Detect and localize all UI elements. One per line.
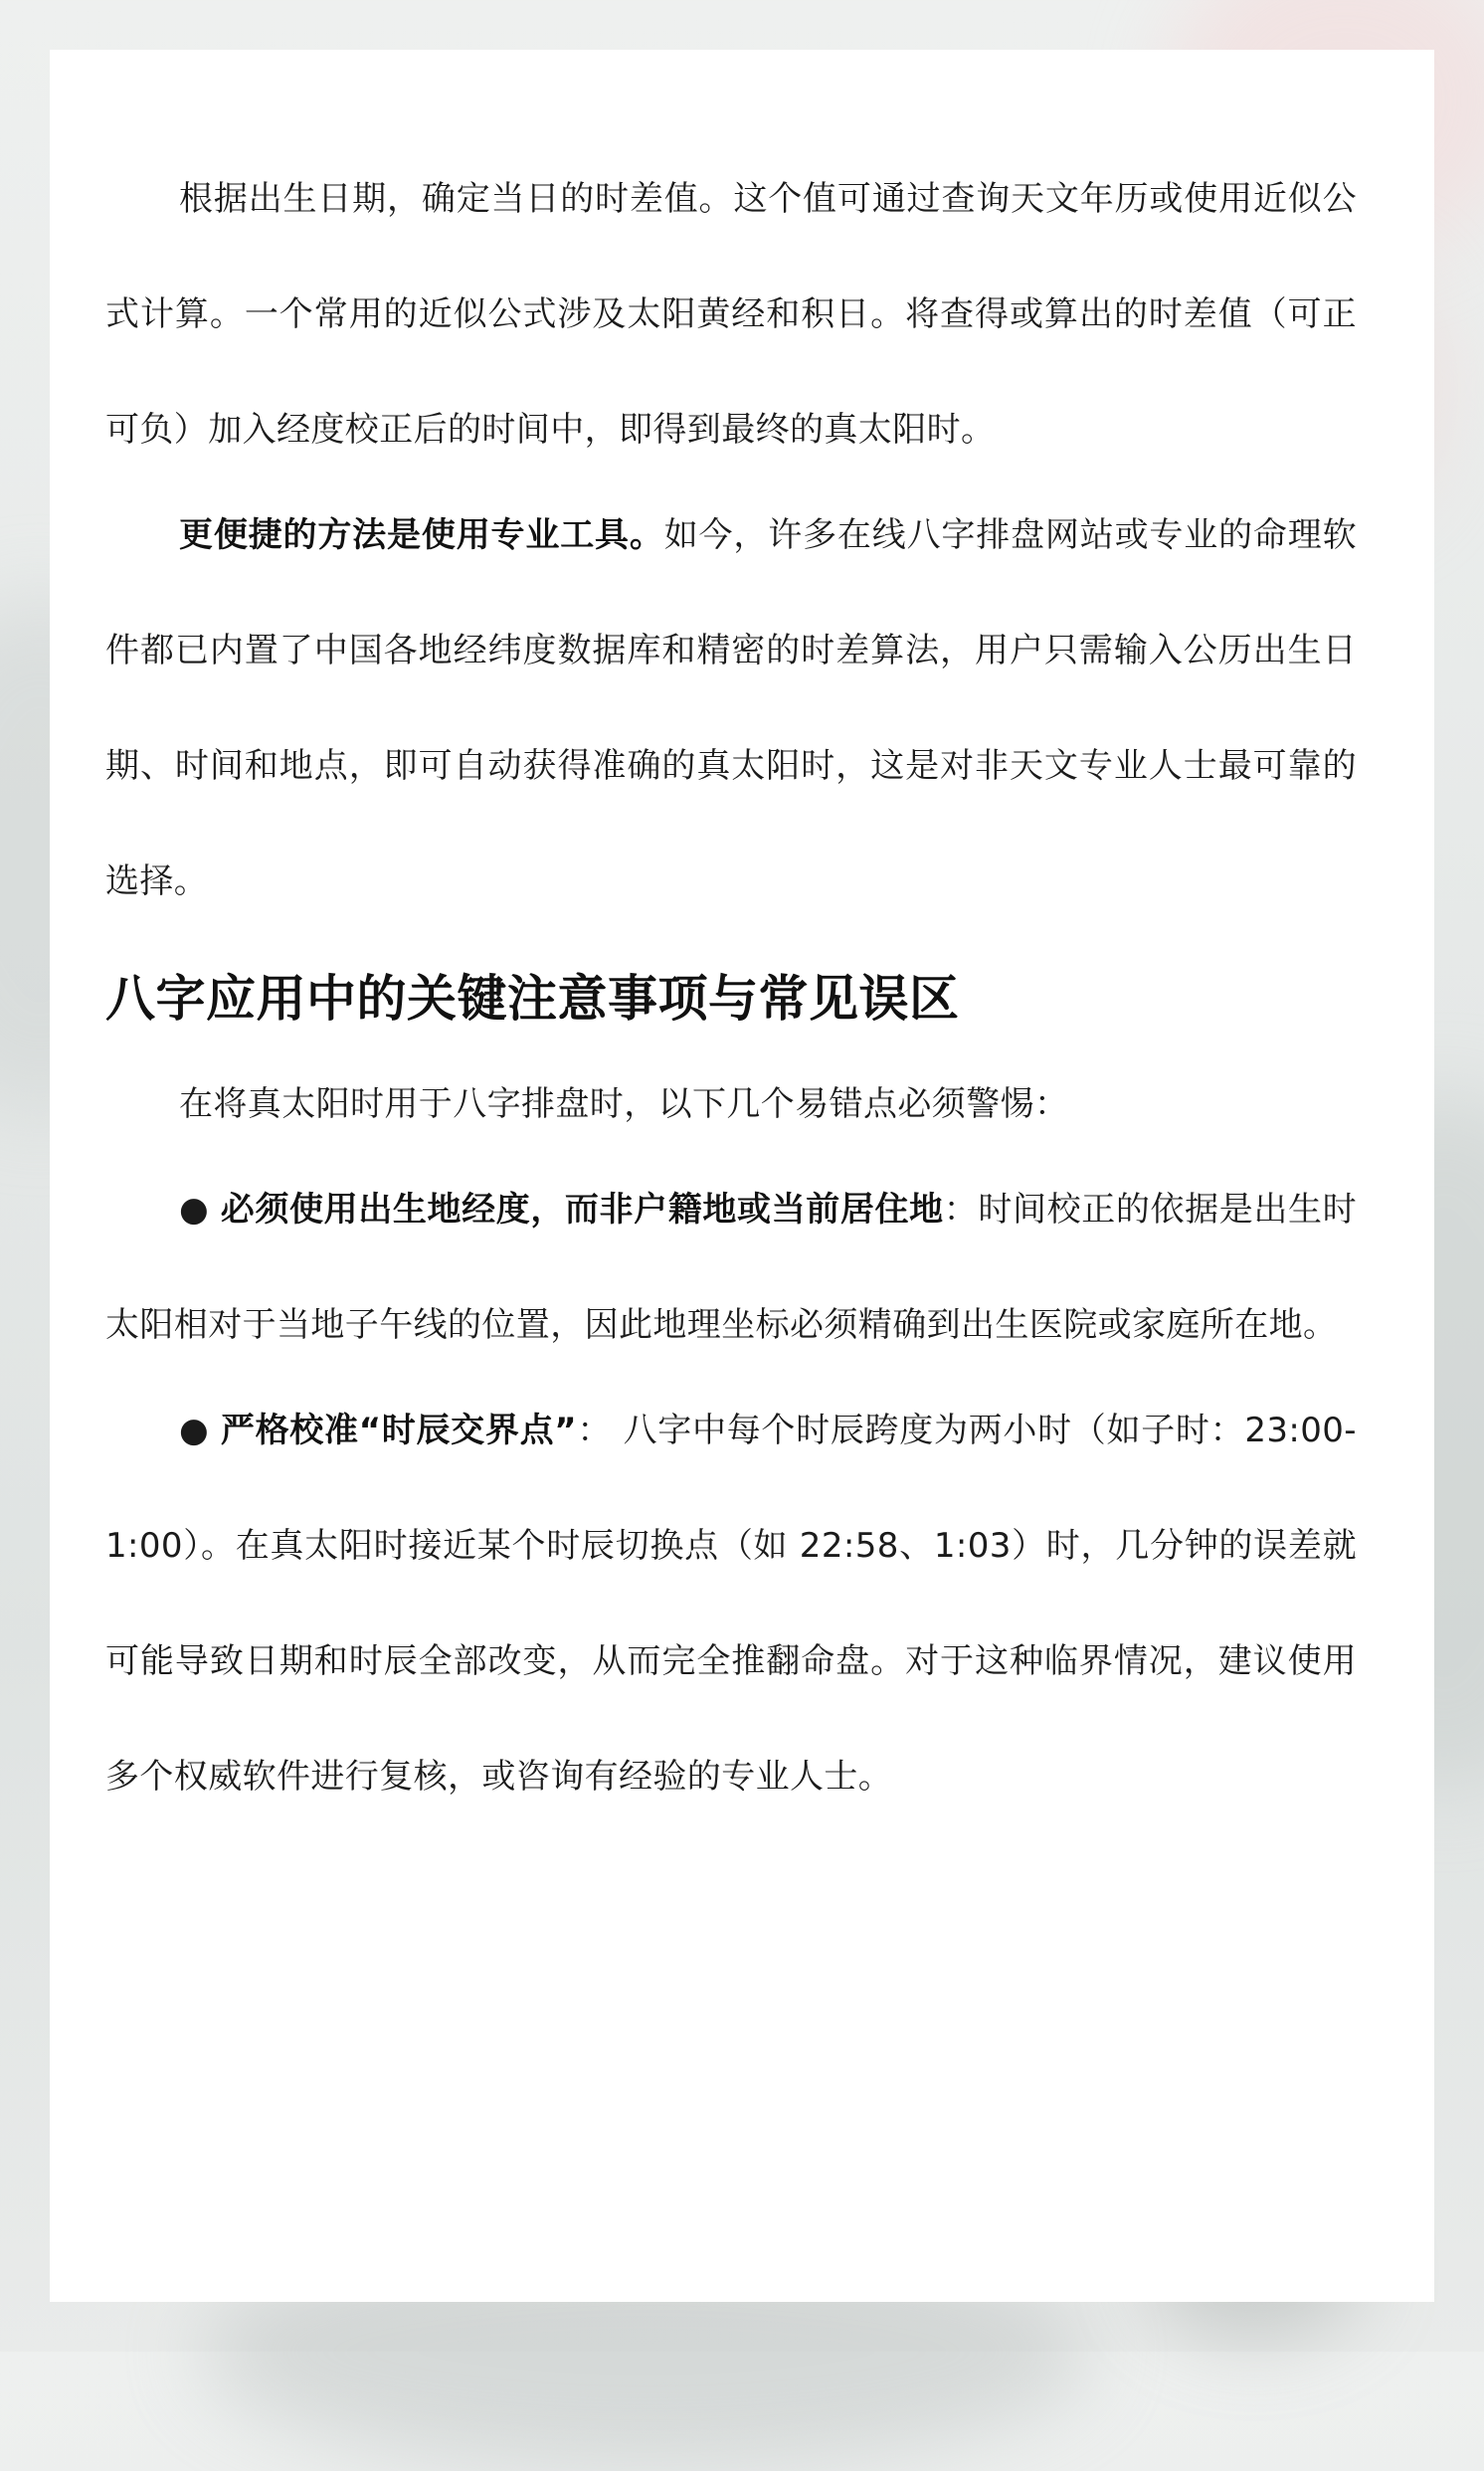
paragraph-professional-tools: [105, 477, 1357, 939]
bullet-icon: ●: [179, 1190, 210, 1230]
paragraph-text: 如今，许多在线八字排盘网站或专业的命理软件都已内置了中国各地经纬度数据库和精密的时差算法，用户只需输入公历出生日期、时间和地点，即可自动获得准确的真太阳时，这是对非天文专业人士最可靠的选择。: [105, 515, 1358, 901]
bullet-icon: ●: [179, 1411, 210, 1450]
bullet-item-boundary: [105, 1373, 1357, 1834]
bullet-item-longitude: [105, 1152, 1357, 1383]
article-panel: [50, 50, 1434, 2302]
bullet-text: ：时间校正的依据是出生时太阳相对于当地子午线的位置，因此地理坐标必须精确到出生医院或家庭所在地。: [105, 1190, 1357, 1345]
paragraph-text: 根据出生日期，确定当日的时差值。这个值可通过查询天文年历或使用近似公式计算。一个常用的近似公式涉及太阳黄经和积日。将查得或算出的时差值（可正可负）加入经度校正后的时间中，即得到最终的真太阳时。: [105, 179, 1357, 450]
bullet-text: ： 八字中每个时辰跨度为两小时（如子时：23:00-1:00）。在真太阳时接近某个时辰切换点（如 22:58、1:03）时，几分钟的误差就可能导致日期和时辰全部改变，从而完全推翻命盘。对于这种临界情况，建议使用多个权威软件进行复核，或咨询有经验的专业人士。: [105, 1411, 1357, 1797]
section-heading: 八字应用中的关键注意事项与常见误区: [105, 970, 960, 1028]
bullet-lead-bold: 严格校准“时辰交界点”: [220, 1411, 578, 1450]
section-intro: [105, 1046, 1357, 1162]
bullet-lead-bold: 必须使用出生地经度，而非户籍地或当前居住地: [220, 1190, 944, 1230]
paragraph-lead-bold: 更便捷的方法是使用专业工具。: [179, 515, 664, 555]
intro-text: 在将真太阳时用于八字排盘时，以下几个易错点必须警惕：: [179, 1084, 1069, 1124]
paragraph-time-difference: [105, 141, 1357, 487]
